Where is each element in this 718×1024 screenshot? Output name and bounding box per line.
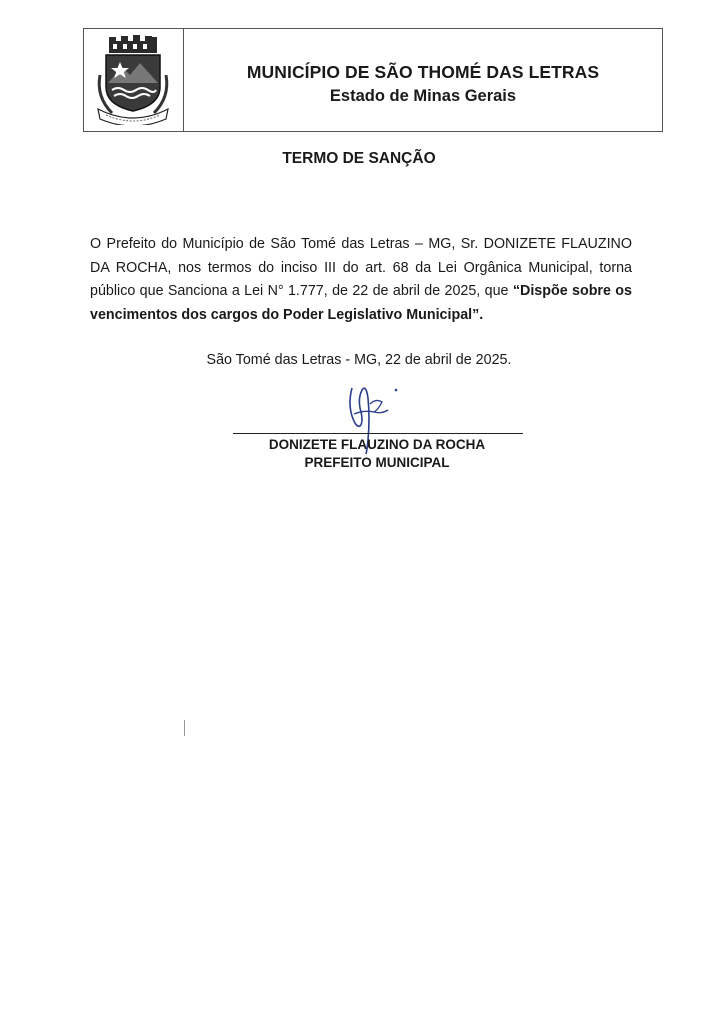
signer-role: PREFEITO MUNICIPAL <box>304 455 450 470</box>
document-title: TERMO DE SANÇÃO <box>282 150 436 167</box>
law-subject: “Dispõe sobre os vencimentos dos cargos do Poder Legislativo Municipal” <box>90 283 632 323</box>
municipal-coat-of-arms-icon <box>92 35 174 125</box>
paragraph-intro: O Prefeito do Município de São Tomé das Letras – MG, Sr. DONIZETE FLAUZINO DA ROCHA, nos termos do inciso III do art. 68 da Lei Orgânica Municipal, torna público que Sanciona a Lei N° 1.777, de 22 de abril de 2025, que <box>90 236 632 299</box>
date-place-line: São Tomé das Letras - MG, 22 de abril de 2025. <box>206 352 512 368</box>
municipality-title: MUNICÍPIO DE SÃO THOMÉ DAS LETRAS <box>246 62 600 82</box>
signature-line <box>233 433 523 434</box>
signer-name: DONIZETE FLAUZINO DA ROCHA <box>268 437 486 452</box>
sanction-paragraph <box>90 233 632 327</box>
paragraph-end: . <box>479 306 484 323</box>
scan-artifact <box>184 720 185 736</box>
state-subtitle: Estado de Minas Gerais <box>329 87 517 105</box>
letterhead <box>83 28 663 132</box>
